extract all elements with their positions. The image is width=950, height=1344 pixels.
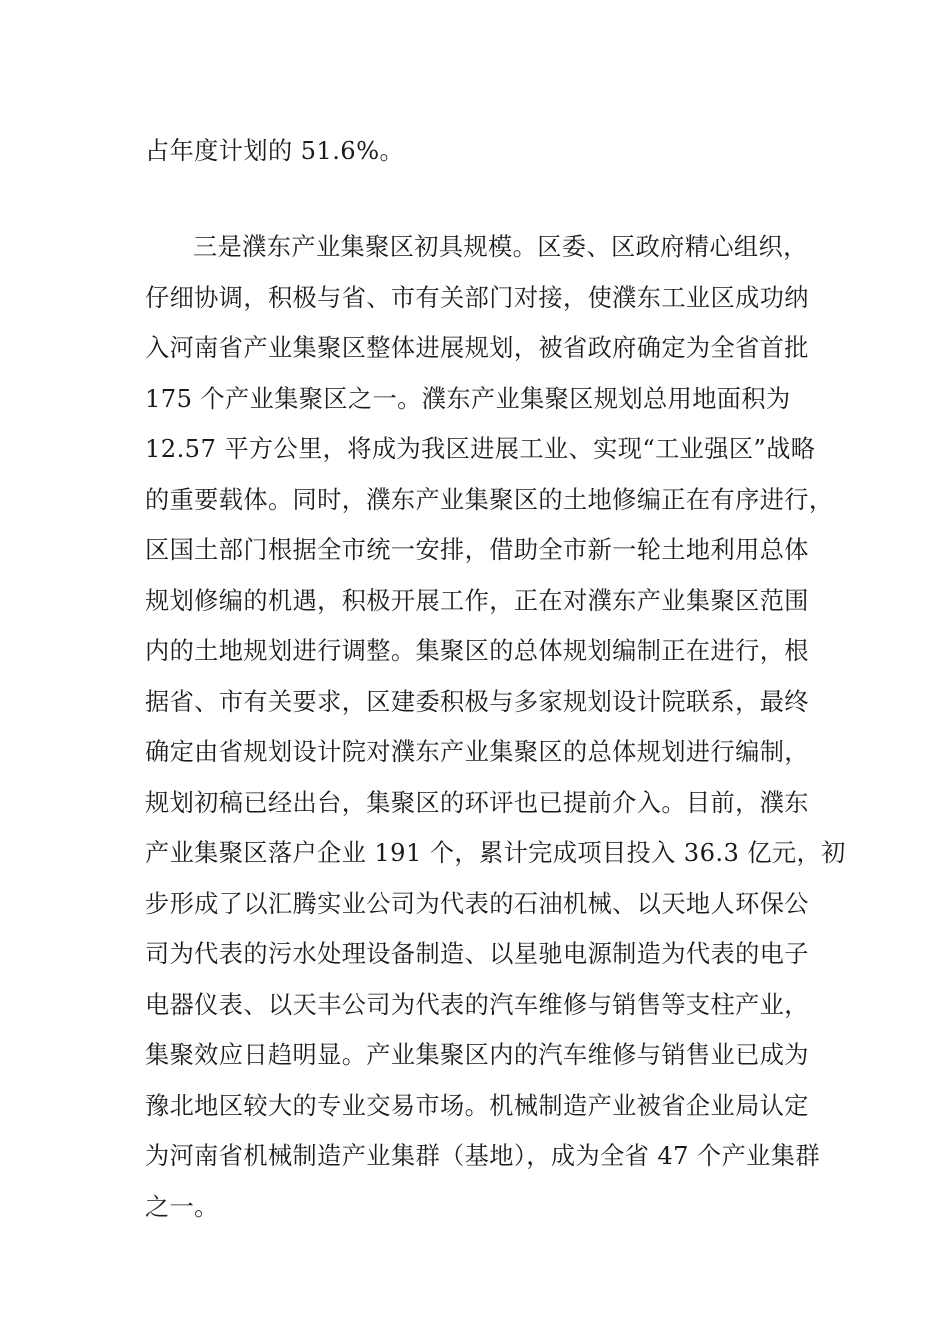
paragraph-line: 规划初稿已经出台，集聚区的环评也已提前介入。目前，濮东	[145, 788, 809, 817]
paragraph-line: 入河南省产业集聚区整体进展规划，被省政府确定为全省首批	[145, 334, 809, 362]
paragraph-line: 175 个产业集聚区之一。濮东产业集聚区规划总用地面积为	[145, 384, 791, 413]
paragraph-1	[145, 126, 810, 177]
paragraph-line: 占年度计划的 51.6%。	[145, 137, 405, 165]
paragraph-line: 司为代表的污水处理设备制造、以星驰电源制造为代表的电子	[145, 940, 809, 968]
paragraph-2	[145, 222, 846, 1232]
paragraph-line: 规划修编的机遇，积极开展工作，正在对濮东产业集聚区范围	[145, 586, 809, 615]
paragraph-line: 为河南省机械制造产业集群（基地），成为全省 47 个产业集群	[145, 1142, 820, 1170]
paragraph-line: 的重要载体。同时，濮东产业集聚区的土地修编正在有序进行，	[145, 485, 834, 514]
paragraph-line: 豫北地区较大的专业交易市场。机械制造产业被省企业局认定	[145, 1091, 809, 1120]
paragraph-line: 12.57 平方公里，将成为我区进展工业、实现“工业强区”战略	[145, 435, 816, 463]
paragraph-line: 之一。	[145, 1192, 219, 1221]
paragraph-line: 产业集聚区落户企业 191 个，累计完成项目投入 36.3 亿元，初	[145, 839, 846, 867]
paragraph-line: 步形成了以汇腾实业公司为代表的石油机械、以天地人环保公	[145, 889, 809, 918]
paragraph-line: 据省、市有关要求，区建委积极与多家规划设计院联系，最终	[145, 687, 809, 716]
paragraph-line: 集聚效应日趋明显。产业集聚区内的汽车维修与销售业已成为	[145, 1041, 809, 1069]
paragraph-line: 内的土地规划进行调整。集聚区的总体规划编制正在进行，根	[145, 637, 809, 665]
paragraph-line: 区国土部门根据全市统一安排，借助全市新一轮土地利用总体	[145, 536, 809, 564]
paragraph-line: 确定由省规划设计院对濮东产业集聚区的总体规划进行编制，	[145, 738, 809, 766]
paragraph-line: 仔细协调，积极与省、市有关部门对接，使濮东工业区成功纳	[145, 283, 809, 312]
paragraph-line: 三是濮东产业集聚区初具规模。区委、区政府精心组织，	[193, 233, 808, 261]
paragraph-line: 电器仪表、以天丰公司为代表的汽车维修与销售等支柱产业，	[145, 990, 809, 1019]
